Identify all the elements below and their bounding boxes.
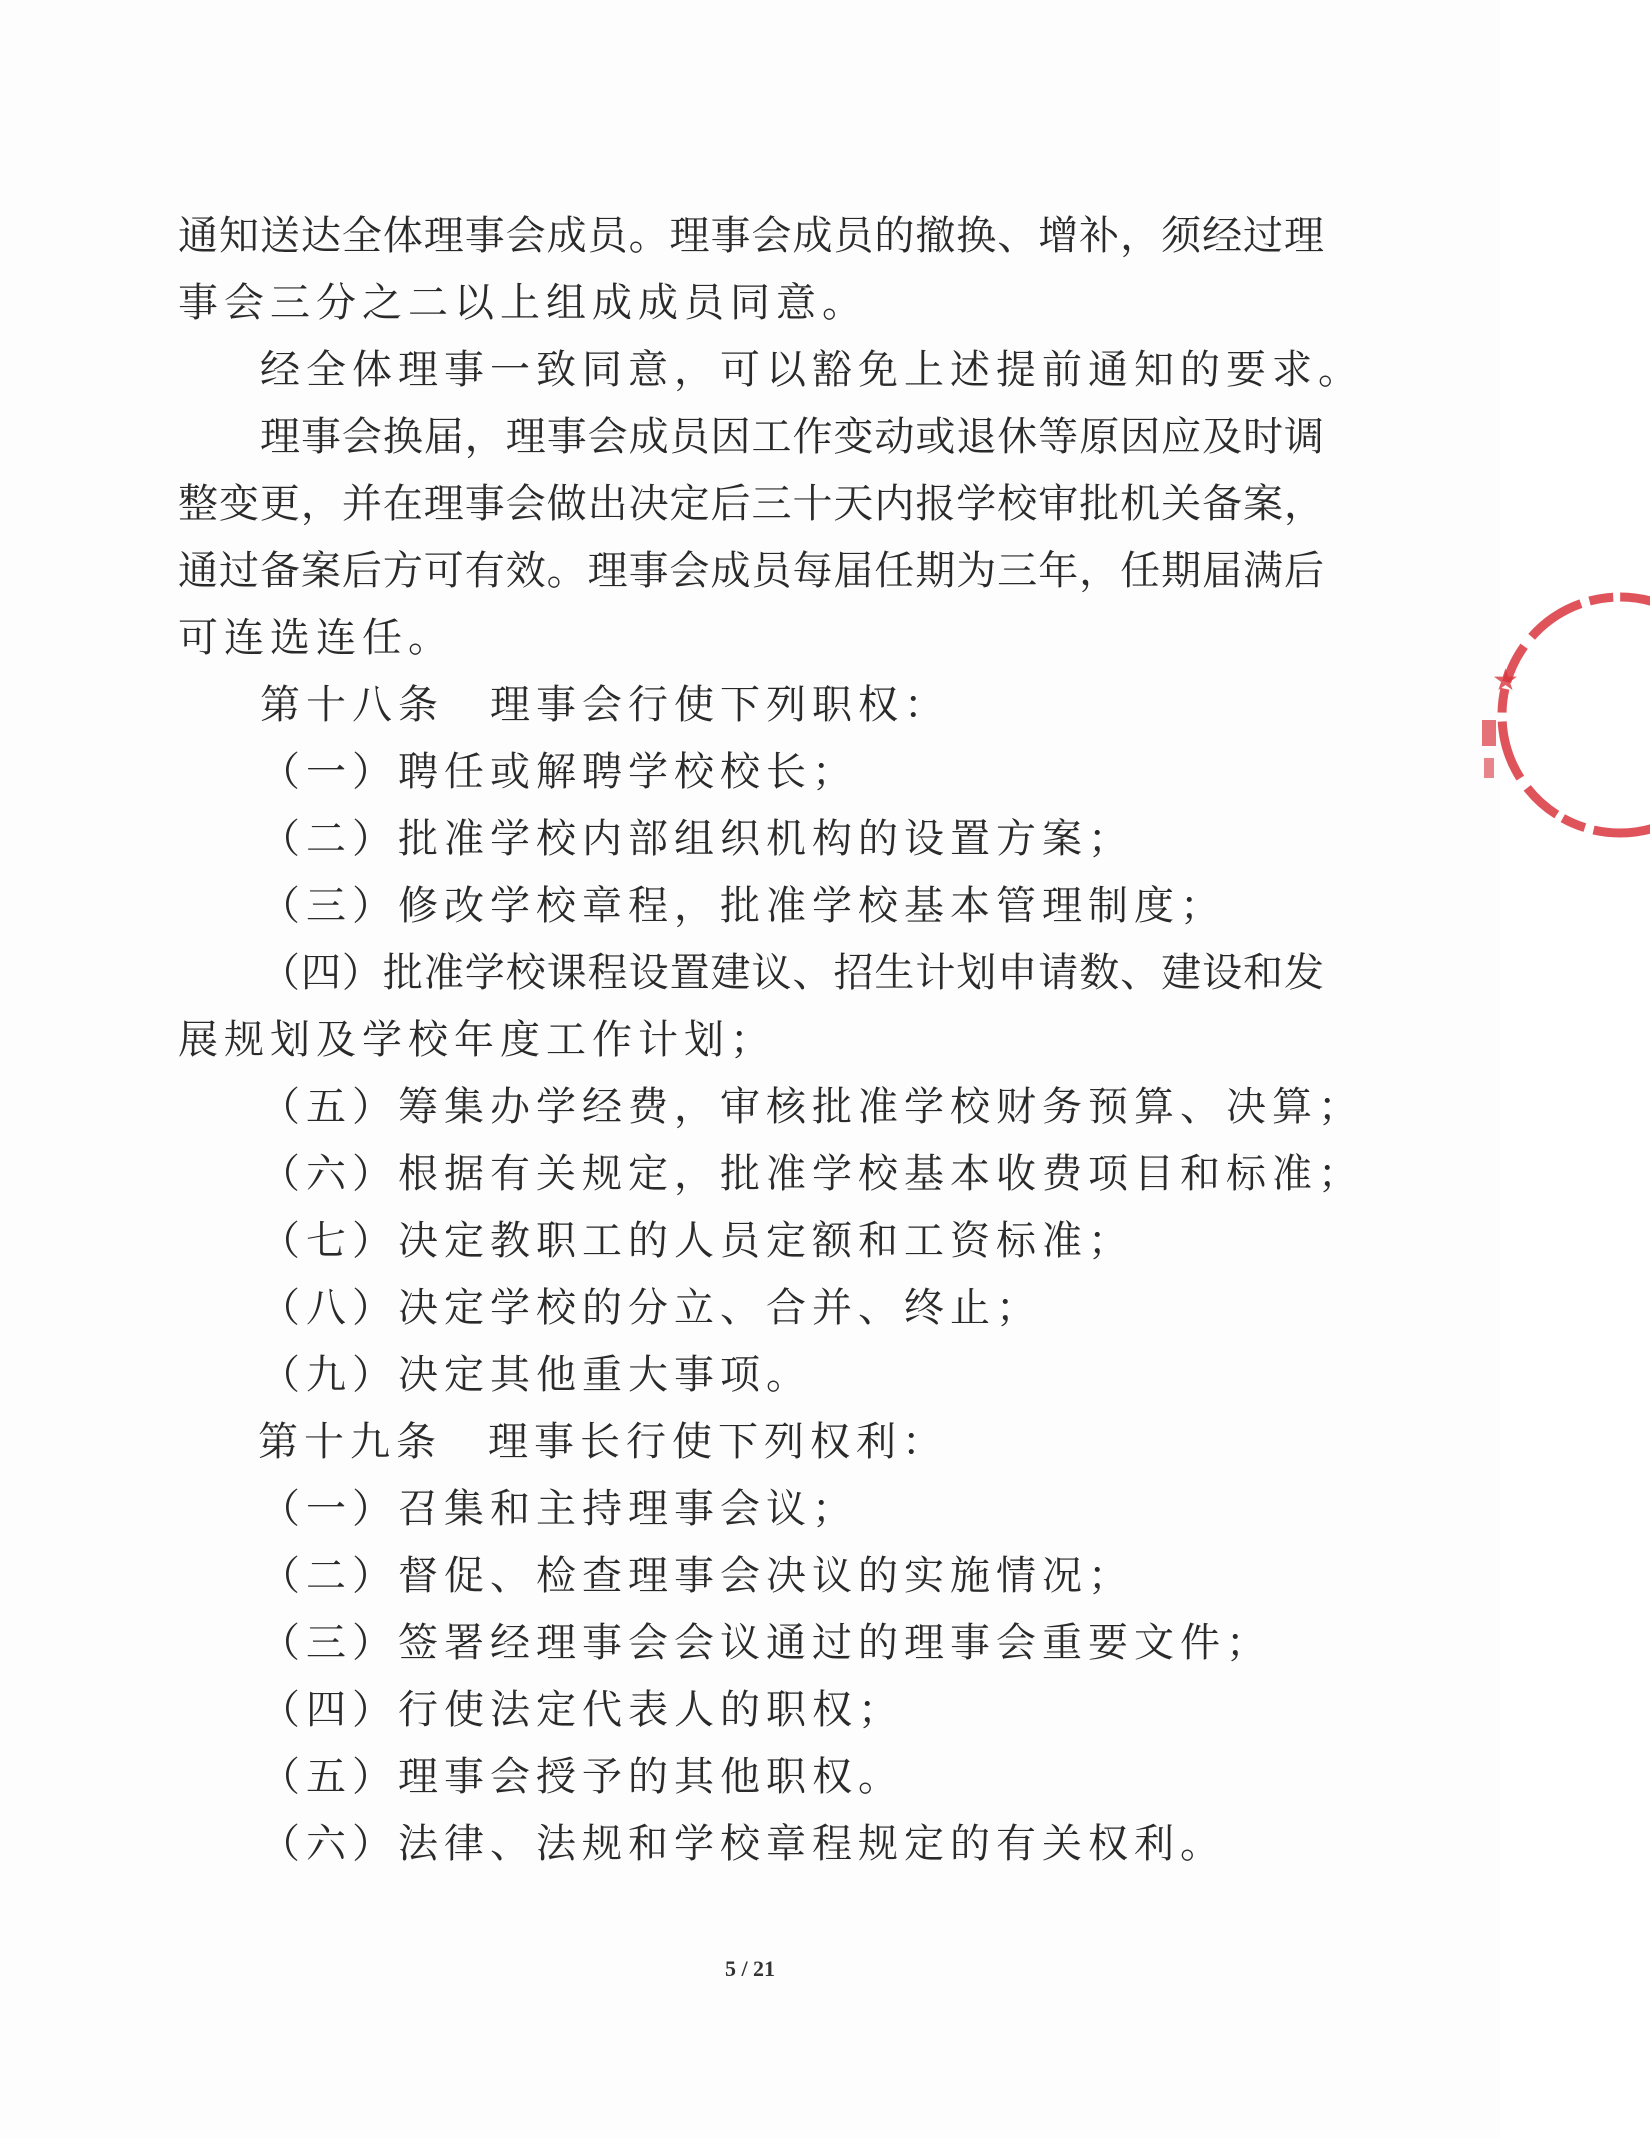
list-item-continuation: 展规划及学校年度工作计划； <box>178 1017 776 1063</box>
list-item: （六）根据有关规定，批准学校基本收费项目和标准； <box>260 1151 1364 1197</box>
page-number: 5 / 21 <box>724 1956 776 1981</box>
list-item: （五）理事会授予的其他职权。 <box>260 1754 904 1800</box>
list-item: （七）决定教职工的人员定额和工资标准； <box>260 1218 1134 1264</box>
list-item: （二）批准学校内部组织机构的设置方案； <box>260 816 1134 862</box>
paragraph-line: 事会三分之二以上组成成员同意。 <box>178 280 868 326</box>
paragraph-line: 通过备案后方可有效。理事会成员每届任期为三年，任期届满后 <box>178 548 1324 594</box>
article-heading: 第十九条 理事长行使下列权利： <box>258 1419 948 1465</box>
list-item: （三）签署经理事会会议通过的理事会重要文件； <box>260 1620 1272 1666</box>
list-item: （一）聘任或解聘学校校长； <box>260 749 858 795</box>
list-item: （四）批准学校课程设置建议、招生计划申请数、建设和发 <box>260 950 1324 996</box>
list-item: （八）决定学校的分立、合并、终止； <box>260 1285 1042 1331</box>
list-item: （一）召集和主持理事会议； <box>260 1486 858 1532</box>
list-item: （二）督促、检查理事会决议的实施情况； <box>260 1553 1134 1599</box>
paragraph-line: 整变更，并在理事会做出决定后三十天内报学校审批机关备案， <box>178 481 1324 527</box>
paragraph-line: 通知送达全体理事会成员。理事会成员的撤换、增补，须经过理 <box>178 213 1324 259</box>
paragraph-line: 可连选连任。 <box>178 615 454 661</box>
list-item: （五）筹集办学经费，审核批准学校财务预算、决算； <box>260 1084 1364 1130</box>
paragraph-line: 理事会换届，理事会成员因工作变动或退休等原因应及时调 <box>260 414 1324 460</box>
article-heading: 第十八条 理事会行使下列职权： <box>260 682 950 728</box>
list-item: （六）法律、法规和学校章程规定的有关权利。 <box>260 1821 1226 1867</box>
svg-text:★: ★ <box>1492 663 1519 698</box>
seal-icon <box>1470 590 1650 840</box>
paragraph-line: 经全体理事一致同意，可以豁免上述提前通知的要求。 <box>260 347 1364 393</box>
list-item: （九）决定其他重大事项。 <box>260 1352 812 1398</box>
list-item: （三）修改学校章程，批准学校基本管理制度； <box>260 883 1226 929</box>
list-item: （四）行使法定代表人的职权； <box>260 1687 904 1733</box>
